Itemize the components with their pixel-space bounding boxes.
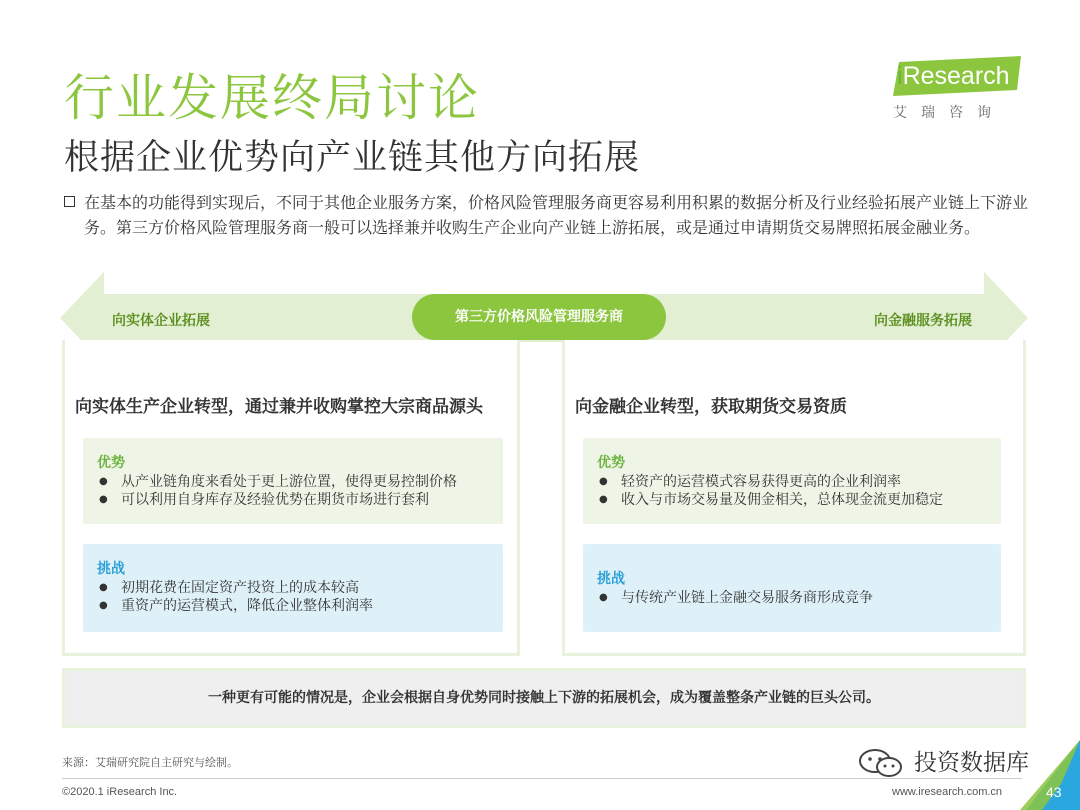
list-item: ● 收入与市场交易量及佣金相关，总体现金流更加稳定 [597, 491, 987, 509]
list-item: ● 从产业链角度来看处于更上游位置，使得更易控制价格 [97, 473, 489, 491]
source-note: 来源：艾瑞研究院自主研究与绘制。 [62, 756, 238, 769]
advantages-title: 优势 [597, 455, 625, 471]
list-item: ● 初期花费在固定资产投资上的成本较高 [97, 579, 489, 597]
arrow-right-label: 向金融服务拓展 [874, 313, 972, 329]
challenges-title: 挑战 [97, 561, 125, 577]
list-item: ● 与传统产业链上金融交易服务商形成竞争 [597, 589, 987, 607]
arrow-left-label: 向实体企业拓展 [112, 313, 210, 329]
left-challenges-box [83, 544, 503, 632]
right-panel-heading: 向金融企业转型，获取期货交易资质 [575, 397, 847, 417]
website-link[interactable]: www.iresearch.com.cn [892, 786, 1003, 798]
right-advantages-box [583, 438, 1001, 524]
advantages-title: 优势 [97, 455, 125, 471]
iresearch-logo [893, 56, 1033, 126]
intro-paragraph [62, 190, 1052, 240]
list-item: ● 重资产的运营模式，降低企业整体利润率 [97, 597, 489, 615]
list-item: ● 可以利用自身库存及经验优势在期货市场进行套利 [97, 491, 489, 509]
center-pill: 第三方价格风险管理服务商 [412, 294, 666, 340]
watermark-text: 投资数据库 [914, 750, 1029, 776]
wechat-icon [858, 748, 904, 778]
square-bullet-icon [64, 196, 75, 207]
list-item: ● 轻资产的运营模式容易获得更高的企业利润率 [597, 473, 987, 491]
left-advantages-box [83, 438, 503, 524]
logo-subtitle: 艾瑞咨询 [893, 105, 1005, 121]
right-panel [562, 340, 1026, 656]
page-title: 行业发展终局讨论 [64, 69, 480, 127]
left-panel-heading: 向实体生产企业转型，通过兼并收购掌控大宗商品源头 [75, 397, 483, 417]
intro-text: 在基本的功能得到实现后，不同于其他企业服务方案，价格风险管理服务商更容易利用积累的数据分析及行业经验拓展产业链上下游业务。第三方价格风险管理服务商一般可以选择兼并收购生产企业向产业链上游拓展，或是通过申请期货交易牌照拓展金融业务。 [84, 193, 1029, 237]
footer-divider [62, 778, 1022, 779]
logo-name: Research [902, 62, 1010, 90]
copyright: ©2020.1 iResearch Inc. [62, 786, 178, 798]
page-number: 43 [1046, 784, 1062, 800]
page-subtitle: 根据企业优势向产业链其他方向拓展 [64, 138, 641, 178]
left-panel [62, 340, 520, 656]
right-challenges-box [583, 544, 1001, 632]
conclusion-box: 一种更有可能的情况是，企业会根据自身优势同时接触上下游的拓展机会，成为覆盖整条产业链的巨头公司。 [62, 668, 1026, 728]
challenges-title: 挑战 [597, 571, 625, 587]
logo-prefix: i [897, 62, 903, 90]
